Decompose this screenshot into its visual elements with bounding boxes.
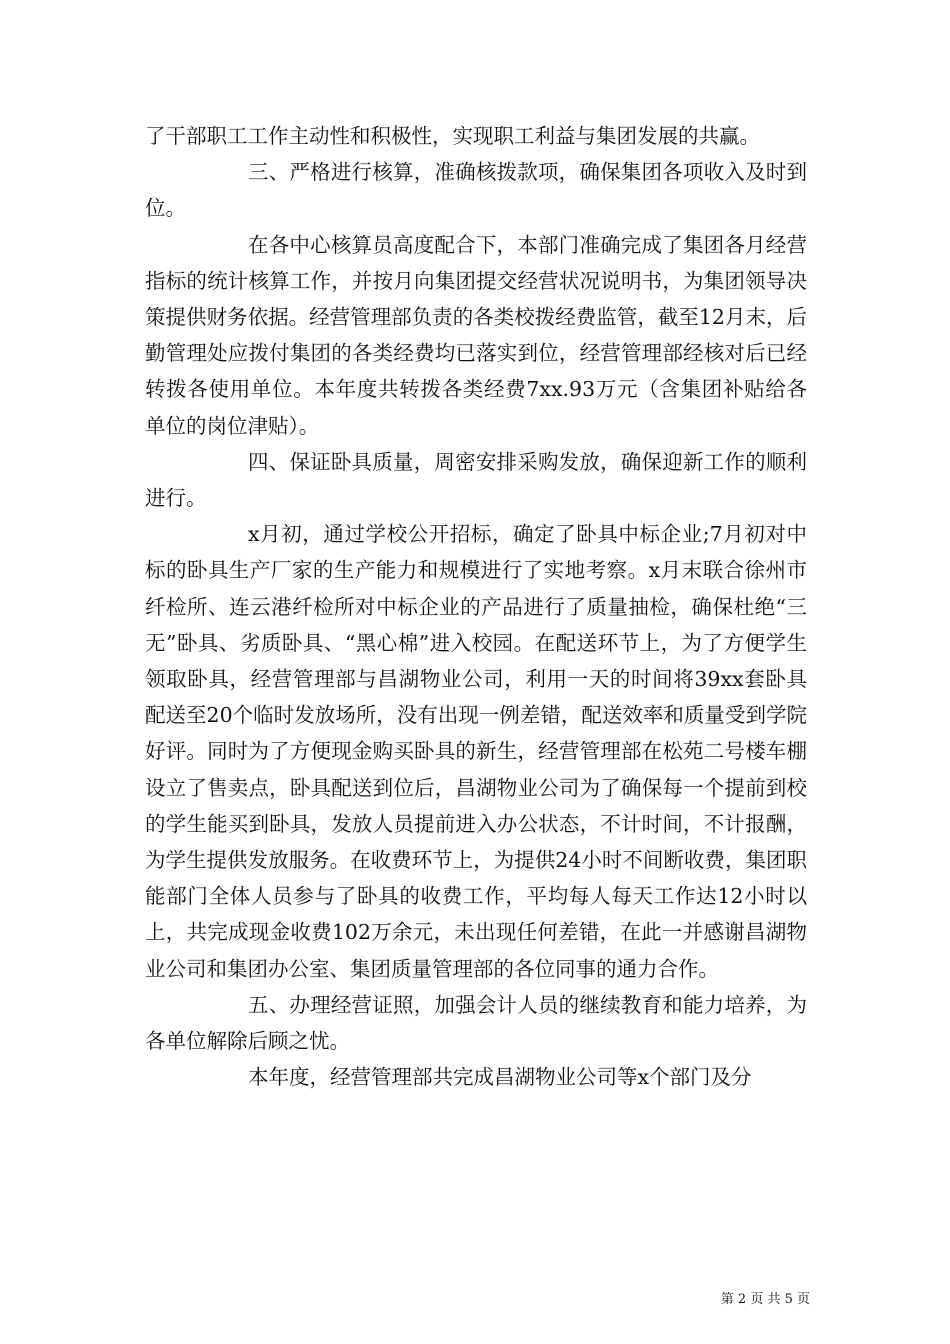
section-heading-5: 五、办理经营证照，加强会计人员的继续教育和能力培养，为各单位解除后顾之忧。 (145, 992, 807, 1054)
document-body (145, 118, 807, 1095)
section-heading-3: 三、严格进行核算，准确核拨款项，确保集团各项收入及时到位。 (145, 160, 807, 221)
paragraph-continuation: 了干部职工工作主动性和积极性，实现职工利益与集团发展的共赢。 (145, 124, 760, 148)
section-heading-4: 四、保证卧具质量，周密安排采购发放，确保迎新工作的顺利进行。 (145, 449, 807, 511)
paragraph-accounting: 在各中心核算员高度配合下，本部门准确完成了集团各月经营指标的统计核算工作，并按月向集团提交经营状况说明书，为集团领导决策提供财务依据。经营管理部负责的各类校拨经费监管，截至12月末，后勤管理处应拨付集团的各类经费均已落实到位，经营管理部经核对后已经转拨各使用单位。本年度共转拨各类经费7xx.93万元（含集团补贴给各单位的岗位津贴）。 (145, 232, 807, 438)
page-number-footer: 第 2 页 共 5 页 (720, 1292, 810, 1307)
paragraph-bedding: x月初，通过学校公开招标，确定了卧具中标企业;7月初对中标的卧具生产厂家的生产能力和规模进行了实地考察。x月末联合徐州市纤检所、连云港纤检所对中标企业的产品进行了质量抽检，确保杜绝“三无”卧具、劣质卧具、“黑心棉”进入校园。在配送环节上，为了方便学生领取卧具，经营管理部与昌湖物业公司，利用一天的时间将39xx套卧具配送至20个临时发放场所，没有出现一例差错，配送效率和质量受到学院好评。同时为了方便现金购买卧具的新生，经营管理部在松苑二号楼车棚设立了售卖点，卧具配送到位后，昌湖物业公司为了确保每一个提前到校的学生能买到卧具，发放人员提前进入办公状态，不计时间，不计报酬，为学生提供发放服务。在收费环节上，为提供24小时不间断收费，集团职能部门全体人员参与了卧具的收费工作，平均每人每天工作达12小时以上，共完成现金收费102万余元，未出现任何差错，在此一并感谢昌湖物业公司和集团办公室、集团质量管理部的各位同事的通力合作。 (145, 522, 807, 981)
paragraph-licenses: 本年度，经营管理部共完成昌湖物业公司等x个部门及分 (248, 1065, 752, 1090)
